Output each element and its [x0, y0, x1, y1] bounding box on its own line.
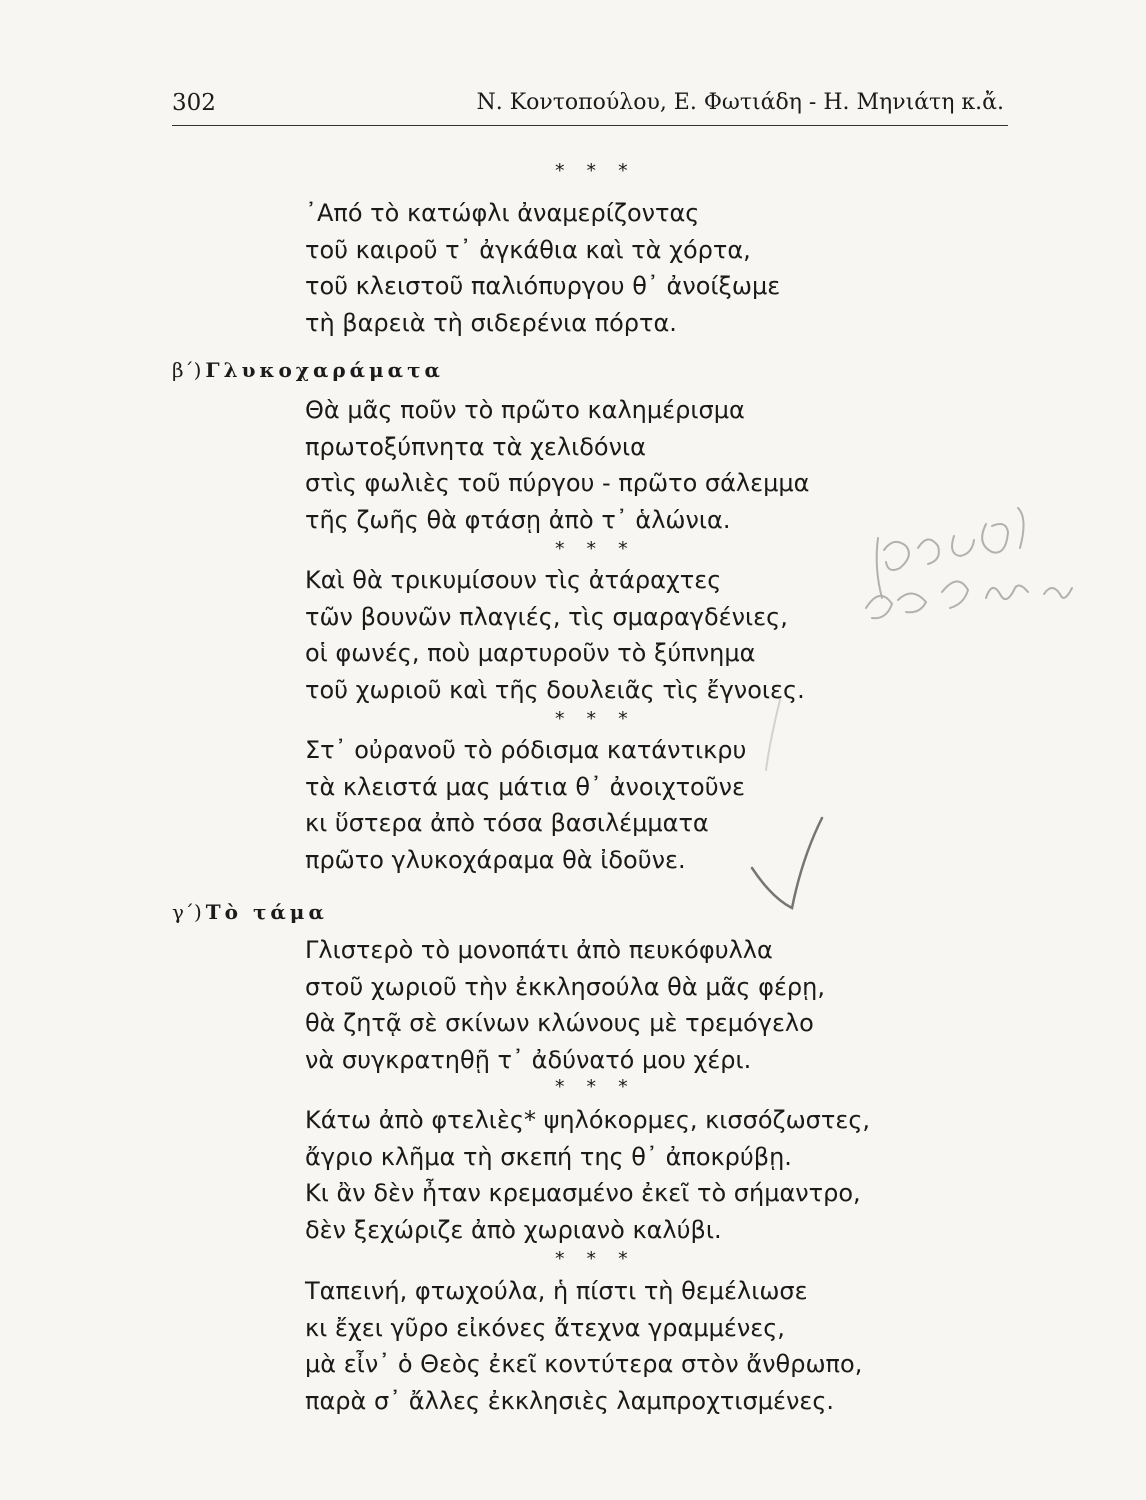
verse-line: τὴ βαρειὰ τὴ σιδερένια πόρτα. — [305, 308, 677, 337]
stanza-separator: * * * — [555, 160, 636, 182]
section-title: Τὸ τάμα — [205, 900, 328, 924]
verse-line: στὶς φωλιὲς τοῦ πύργου - πρῶτο σάλεμμα — [305, 469, 810, 497]
section-heading-b — [172, 358, 444, 382]
verse-line: Ταπεινή, φτωχούλα, ἡ πίστι τὴ θεμέλιωσε — [305, 1277, 808, 1305]
verse-line: τῆς ζωῆς θὰ φτάσῃ ἀπὸ τ᾽ ἁλώνια. — [305, 505, 731, 534]
verse-line: θὰ ζητᾷ σὲ σκίνων κλώνους μὲ τρεμόγελο — [305, 1009, 814, 1037]
verse-line: παρὰ σ᾽ ἄλλες ἐκκλησιὲς λαμπροχτισμένες. — [305, 1386, 835, 1415]
stanza-separator: * * * — [555, 708, 636, 730]
verse-line: δὲν ξεχώριζε ἀπὸ χωριανὸ καλύβι. — [305, 1215, 722, 1244]
verse-line: τοῦ κλειστοῦ παλιόπυργου θ᾽ ἀνοίξωμε — [305, 272, 781, 300]
verse-line: οἱ φωνές, ποὺ μαρτυροῦν τὸ ξύπνημα — [305, 639, 756, 667]
verse-line: πρῶτο γλυκοχάραμα θὰ ἰδοῦνε. — [305, 845, 686, 874]
verse-line: νὰ συγκρατηθῇ τ᾽ ἀδύνατό μου χέρι. — [305, 1045, 752, 1074]
verse-line: Καὶ θὰ τρικυμίσουν τὶς ἀτάραχτες — [305, 566, 722, 594]
header-rule — [172, 125, 1008, 126]
running-header-authors: Ν. Κοντοπούλου, Ε. Φωτιάδη - Η. Μηνιάτη κ.ἄ. — [476, 90, 1004, 115]
verse-line: τοῦ καιροῦ τ᾽ ἀγκάθια καὶ τὰ χόρτα, — [305, 235, 751, 264]
section-marker: γ΄) — [172, 900, 202, 924]
stanza-separator: * * * — [555, 1248, 636, 1270]
verse-line: τοῦ χωριοῦ καὶ τῆς δουλειᾶς τὶς ἔγνοιες. — [305, 675, 805, 704]
verse-line: κι ὕστερα ἀπὸ τόσα βασιλέμματα — [305, 809, 709, 837]
verse-line: ἄγριο κλῆμα τὴ σκεπή της θ᾽ ἀποκρύβῃ. — [305, 1142, 792, 1171]
verse-line: Στ᾽ οὐρανοῦ τὸ ρόδισμα κατάντικρυ — [305, 736, 747, 764]
stanza-c1 — [305, 932, 825, 1078]
verse-line: ᾽Από τὸ κατώφλι ἀναμερίζοντας — [305, 199, 700, 227]
stanza-c2 — [305, 1102, 870, 1248]
stanza-b2 — [305, 562, 805, 708]
stanza-c3 — [305, 1273, 862, 1419]
section-marker: β΄) — [172, 358, 202, 382]
stanza-separator: * * * — [555, 538, 636, 560]
verse-line: μὰ εἶν᾽ ὁ Θεὸς ἐκεῖ κοντύτερα στὸν ἄνθρωπο, — [305, 1350, 863, 1378]
verse-line: τὰ κλειστά μας μάτια θ᾽ ἀνοιχτοῦνε — [305, 772, 745, 801]
stanza-intro — [305, 195, 780, 341]
verse-line: κι ἔχει γῦρο εἰκόνες ἄτεχνα γραμμένες, — [305, 1313, 785, 1342]
stanza-b1 — [305, 392, 809, 538]
stanza-b3 — [305, 732, 746, 878]
handwritten-annotation — [858, 488, 1108, 648]
section-heading-c — [172, 900, 328, 924]
verse-line: Κι ἂν δὲν ἦταν κρεμασμένο ἐκεῖ τὸ σήμαντρο, — [305, 1179, 861, 1207]
section-title: Γλυκοχαράματα — [205, 358, 444, 382]
verse-line: τῶν βουνῶν πλαγιές, τὶς σμαραγδένιες, — [305, 602, 788, 631]
stanza-separator: * * * — [555, 1076, 636, 1098]
verse-line: πρωτοξύπνητα τὰ χελιδόνια — [305, 432, 646, 461]
verse-line: Θὰ μᾶς ποῦν τὸ πρῶτο καλημέρισμα — [305, 396, 745, 424]
page-number: 302 — [172, 90, 216, 116]
verse-line: στοῦ χωριοῦ τὴν ἐκκλησούλα θὰ μᾶς φέρῃ, — [305, 972, 825, 1001]
verse-line: Γλιστερὸ τὸ μονοπάτι ἀπὸ πευκόφυλλα — [305, 936, 773, 964]
verse-line: Κάτω ἀπὸ φτελιὲς* ψηλόκορμες, κισσόζωστες, — [305, 1106, 871, 1134]
